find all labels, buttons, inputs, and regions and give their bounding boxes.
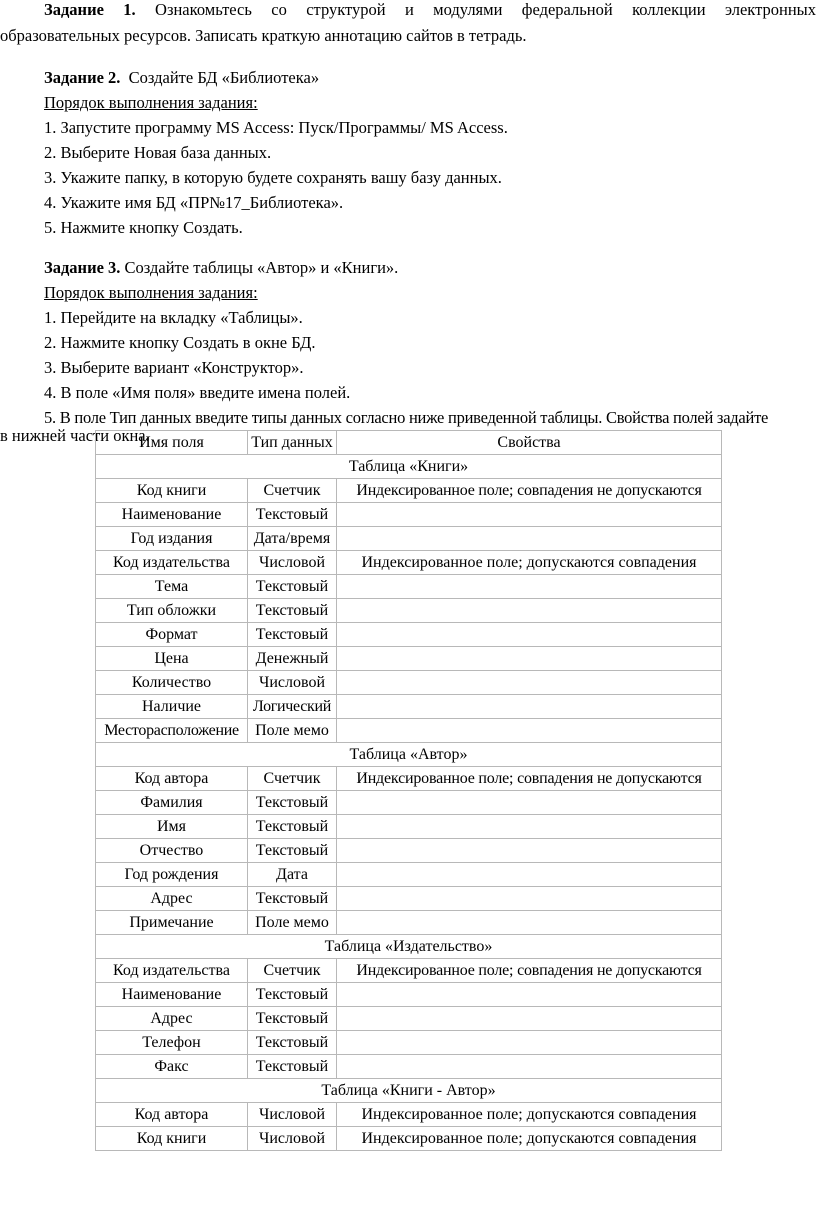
table-row xyxy=(96,695,722,719)
header-data-type: Тип данных xyxy=(248,431,337,455)
task2-label: Задание 2. xyxy=(44,68,121,87)
data-type-cell: Счетчик xyxy=(248,479,337,503)
task2-title: Создайте БД «Библиотека» xyxy=(128,68,320,87)
task2-heading xyxy=(44,66,319,90)
field-name-cell: Имя xyxy=(96,815,248,839)
table-row xyxy=(96,767,722,791)
field-name-cell: Код издательства xyxy=(96,551,248,575)
table-row xyxy=(96,623,722,647)
table-section-row xyxy=(96,743,722,767)
field-name-cell: Месторасположение xyxy=(96,719,248,743)
properties-cell xyxy=(337,911,722,935)
task3-step: 2. Нажмите кнопку Создать в окне БД. xyxy=(44,333,316,352)
properties-cell xyxy=(337,503,722,527)
field-name-cell: Код издательства xyxy=(96,959,248,983)
task1-text-line2: образовательных ресурсов. Записать краткую аннотацию сайтов в тетрадь. xyxy=(0,26,527,45)
data-type-cell: Поле мемо xyxy=(248,911,337,935)
data-type-cell: Счетчик xyxy=(248,767,337,791)
properties-cell xyxy=(337,1031,722,1055)
task1-text-line1: Ознакомьтесь со структурой и модулями федеральной коллекции электронных xyxy=(155,0,816,19)
field-name-cell: Цена xyxy=(96,647,248,671)
task2-step: 2. Выберите Новая база данных. xyxy=(44,143,272,162)
properties-cell xyxy=(337,791,722,815)
field-name-cell: Код автора xyxy=(96,767,248,791)
field-name-cell: Тип обложки xyxy=(96,599,248,623)
field-name-cell: Код книги xyxy=(96,479,248,503)
data-type-cell: Логический xyxy=(248,695,337,719)
table-section-title: Таблица «Книги - Автор» xyxy=(96,1079,722,1103)
table-row xyxy=(96,911,722,935)
properties-cell xyxy=(337,983,722,1007)
task2-step: 4. Укажите имя БД «ПР№17_Библиотека». xyxy=(44,193,344,212)
data-type-cell: Числовой xyxy=(248,551,337,575)
field-name-cell: Формат xyxy=(96,623,248,647)
data-type-cell: Дата/время xyxy=(248,527,337,551)
table-row xyxy=(96,983,722,1007)
table-row xyxy=(96,503,722,527)
data-type-cell: Текстовый xyxy=(248,1055,337,1079)
field-name-cell: Год издания xyxy=(96,527,248,551)
table-row xyxy=(96,887,722,911)
header-field-name: Имя поля xyxy=(96,431,248,455)
data-type-cell: Текстовый xyxy=(248,623,337,647)
data-type-cell: Текстовый xyxy=(248,983,337,1007)
properties-cell xyxy=(337,575,722,599)
task3-heading xyxy=(44,256,398,280)
data-type-cell: Текстовый xyxy=(248,815,337,839)
table-section-row xyxy=(96,455,722,479)
properties-cell xyxy=(337,863,722,887)
properties-cell xyxy=(337,527,722,551)
field-name-cell: Фамилия xyxy=(96,791,248,815)
properties-cell xyxy=(337,719,722,743)
properties-cell xyxy=(337,671,722,695)
field-name-cell: Наименование xyxy=(96,983,248,1007)
task2-step: 3. Укажите папку, в которую будете сохранять вашу базу данных. xyxy=(44,168,502,187)
table-row xyxy=(96,863,722,887)
table-row xyxy=(96,791,722,815)
table-row xyxy=(96,719,722,743)
table-row xyxy=(96,1103,722,1127)
table-row xyxy=(96,1007,722,1031)
data-type-cell: Текстовый xyxy=(248,887,337,911)
data-type-cell: Текстовый xyxy=(248,575,337,599)
field-name-cell: Тема xyxy=(96,575,248,599)
table-row xyxy=(96,1031,722,1055)
fields-table-body xyxy=(96,431,722,1151)
task3-step: 4. В поле «Имя поля» введите имена полей. xyxy=(44,383,351,402)
data-type-cell: Дата xyxy=(248,863,337,887)
field-name-cell: Код автора xyxy=(96,1103,248,1127)
task2-order-label: Порядок выполнения задания: xyxy=(44,93,258,112)
table-row xyxy=(96,1055,722,1079)
properties-cell: Индексированное поле; допускаются совпадения xyxy=(337,1103,722,1127)
task2-step: 5. Нажмите кнопку Создать. xyxy=(44,218,243,237)
table-row xyxy=(96,551,722,575)
data-type-cell: Текстовый xyxy=(248,1031,337,1055)
task3-step5-line1: 5. В поле Тип данных введите типы данных согласно ниже приведенной таблицы. Свойства полей задайте xyxy=(44,408,769,427)
properties-cell: Индексированное поле; допускаются совпадения xyxy=(337,551,722,575)
table-row xyxy=(96,671,722,695)
field-name-cell: Отчество xyxy=(96,839,248,863)
data-type-cell: Числовой xyxy=(248,671,337,695)
data-type-cell: Текстовый xyxy=(248,1007,337,1031)
task3-title: Создайте таблицы «Автор» и «Книги». xyxy=(124,258,399,277)
properties-cell xyxy=(337,839,722,863)
field-name-cell: Наличие xyxy=(96,695,248,719)
properties-cell xyxy=(337,1055,722,1079)
properties-cell xyxy=(337,623,722,647)
table-row xyxy=(96,1127,722,1151)
properties-cell xyxy=(337,887,722,911)
table-section-title: Таблица «Автор» xyxy=(96,743,722,767)
data-type-cell: Текстовый xyxy=(248,839,337,863)
properties-cell: Индексированное поле; совпадения не допускаются xyxy=(337,767,722,791)
task2-step: 1. Запустите программу MS Access: Пуск/Программы/ MS Access. xyxy=(44,118,508,137)
table-row xyxy=(96,479,722,503)
task3-order-label: Порядок выполнения задания: xyxy=(44,283,258,302)
field-name-cell: Адрес xyxy=(96,887,248,911)
properties-cell: Индексированное поле; совпадения не допускаются xyxy=(337,479,722,503)
table-row xyxy=(96,647,722,671)
field-name-cell: Код книги xyxy=(96,1127,248,1151)
properties-cell xyxy=(337,815,722,839)
field-name-cell: Количество xyxy=(96,671,248,695)
properties-cell xyxy=(337,695,722,719)
data-type-cell: Числовой xyxy=(248,1127,337,1151)
data-type-cell: Текстовый xyxy=(248,791,337,815)
table-row xyxy=(96,815,722,839)
table-row xyxy=(96,575,722,599)
field-name-cell: Адрес xyxy=(96,1007,248,1031)
data-type-cell: Текстовый xyxy=(248,503,337,527)
table-row xyxy=(96,959,722,983)
table-section-title: Таблица «Издательство» xyxy=(96,935,722,959)
field-name-cell: Факс xyxy=(96,1055,248,1079)
data-type-cell: Текстовый xyxy=(248,599,337,623)
field-name-cell: Год рождения xyxy=(96,863,248,887)
field-name-cell: Примечание xyxy=(96,911,248,935)
task3-label: Задание 3. xyxy=(44,258,121,277)
table-row xyxy=(96,527,722,551)
table-row xyxy=(96,599,722,623)
table-header-row xyxy=(96,431,722,455)
task1-line1 xyxy=(44,0,816,22)
task3-step: 3. Выберите вариант «Конструктор». xyxy=(44,358,304,377)
properties-cell xyxy=(337,599,722,623)
field-name-cell: Телефон xyxy=(96,1031,248,1055)
properties-cell xyxy=(337,647,722,671)
data-type-cell: Счетчик xyxy=(248,959,337,983)
data-type-cell: Денежный xyxy=(248,647,337,671)
properties-cell: Индексированное поле; допускаются совпадения xyxy=(337,1127,722,1151)
data-type-cell: Числовой xyxy=(248,1103,337,1127)
table-section-row xyxy=(96,935,722,959)
task3-step5-line2: в нижней части окна. xyxy=(0,426,150,445)
task3-step: 1. Перейдите на вкладку «Таблицы». xyxy=(44,308,303,327)
data-type-cell: Поле мемо xyxy=(248,719,337,743)
task1-label: Задание 1. xyxy=(44,0,136,19)
properties-cell xyxy=(337,1007,722,1031)
fields-table xyxy=(95,430,722,1151)
table-section-title: Таблица «Книги» xyxy=(96,455,722,479)
properties-cell: Индексированное поле; совпадения не допускаются xyxy=(337,959,722,983)
field-name-cell: Наименование xyxy=(96,503,248,527)
table-row xyxy=(96,839,722,863)
table-section-row xyxy=(96,1079,722,1103)
header-properties: Свойства xyxy=(337,431,722,455)
